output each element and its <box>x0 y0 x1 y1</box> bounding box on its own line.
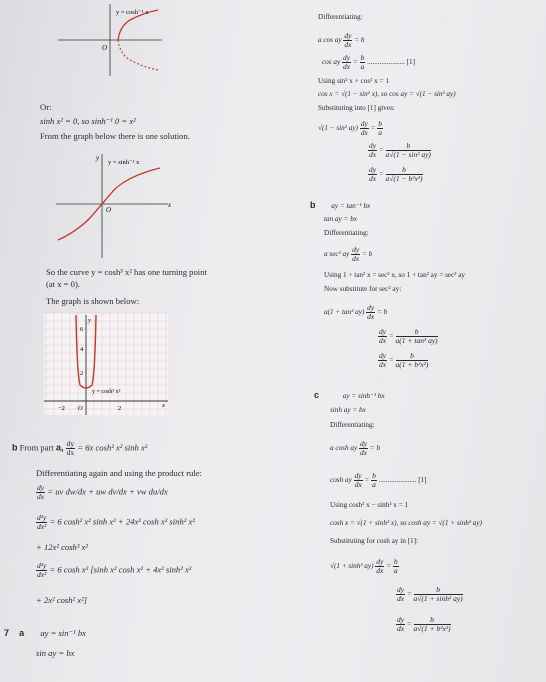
r-sinhres2: $\frac{dy}{dx}$ = $\frac{b}{\text{a√(1 + b²x²)}}$ <box>397 615 451 633</box>
part-b-label: b <box>12 442 18 453</box>
g3-ytick-2: 2 <box>80 370 84 377</box>
g3-ylabel: y <box>88 317 91 324</box>
graph-arccosh <box>58 4 168 76</box>
r-tanres1: $\frac{dy}{dx}$ = $\frac{b}{\text{a(1 + tan² ay)}}$ <box>379 327 438 345</box>
g3-xtick-m2: −2 <box>58 405 65 412</box>
q7-part-a: a <box>19 628 25 638</box>
so-curve-text: So the curve y = cosh³ x² has one turning point <box>46 267 207 277</box>
r-coshx: cosh x = √(1 + sinh² x), so cosh ay = √(1 + sinh² ay) <box>330 519 482 527</box>
ref-1: [1] <box>406 58 415 67</box>
d2y-line2: + 12x² cosh³ x² <box>36 542 88 552</box>
r-sqrt-line: √(1 − sin² ay) $\frac{dy}{dx}$ = $\frac{b}{a}$ <box>318 119 382 137</box>
r-res1: $\frac{dy}{dx}$ = $\frac{b}{\text{a√(1 − sin² ay)}}$ <box>369 141 431 159</box>
r-sinh2: sinh ay = bx <box>330 406 366 414</box>
d2y-line4: + 2x² cosh² x²] <box>36 595 87 605</box>
r-acos-line: a cos ay $\frac{dy}{dx}$ = b <box>318 31 365 49</box>
r-res2: $\frac{dy}{dx}$ = $\frac{b}{\text{a√(1 − b²x²)}}$ <box>369 165 423 183</box>
sinh-line: sinh x² = 0, so sinh⁻¹ 0 = x² <box>40 116 136 126</box>
graph2-y: y <box>96 154 100 162</box>
r-aone-line: a(1 + tan² ay) $\frac{dy}{dx}$ = b <box>324 303 388 321</box>
graph1-origin: O <box>102 44 108 52</box>
r-subst1: Substituting into [1] gives: <box>318 104 395 112</box>
d2y-line1: $\frac{\text{d²y}}{\text{dx²}}$ = 6 cosh² x² sinh x² + 24x² cosh x² sinh² x² <box>37 513 195 531</box>
g3-ytick-4: 4 <box>80 346 84 353</box>
product-rule-line: $\frac{dy}{dx}$ = uv dw/dx + uw dv/dx + vw du/dx <box>37 483 168 501</box>
r-differentiating: Differentiating: <box>318 13 363 21</box>
graph1-label: y = cosh⁻¹ x <box>116 9 149 16</box>
r-differentiating2: Differentiating: <box>324 229 369 237</box>
r-acosh-line: a cosh ay $\frac{dy}{dx}$ = b <box>330 439 381 457</box>
g3-ytick-6: 6 <box>80 326 84 333</box>
r-using1: Using sin² x + cos² x = 1 <box>318 77 389 85</box>
diff-again-text: Differentiating again and using the product rule: <box>36 468 202 478</box>
r-using-cosh: Using cosh² x − sinh² x = 1 <box>330 501 409 509</box>
from-graph-text: From the graph below there is one solution. <box>40 131 190 141</box>
d2y-line3: $\frac{\text{d²y}}{\text{dx²}}$ = 6 cosh x² [sinh x² cosh x² + 4x² sinh² x² <box>37 561 192 579</box>
r-using-tan: Using 1 + tan² x = sec² x, so 1 + tan² ay = sec² ay <box>324 271 466 279</box>
r-differentiating3: Differentiating: <box>330 421 375 429</box>
g3-origin: O <box>78 405 83 412</box>
r-asec-line: a sec² ay $\frac{dy}{dx}$ = b <box>324 245 373 263</box>
at-x-text: (at x = 0). <box>46 279 80 289</box>
r-sqrt-sinh-line: √(1 + sinh² ay) $\frac{dy}{dx}$ = $\frac{b}{a}$ <box>330 557 398 575</box>
b-dydx: $\frac{dy}{dx}$ <box>66 439 75 457</box>
r-part-b: b ay = tan⁻¹ bx <box>310 200 371 210</box>
ref-2: [1] <box>418 476 427 485</box>
b-rhs: = 6x cosh² x² sinh x² <box>77 442 148 453</box>
g3-curve-label: y = cosh³ x² <box>92 389 121 395</box>
or-text: Or: <box>40 102 52 112</box>
graph-cosh-cubed <box>44 313 168 415</box>
d2y-1: = 6 cosh² x² sinh x² + 24x² cosh x² sinh² x² <box>49 516 195 527</box>
r-tanres2: $\frac{dy}{dx}$ = $\frac{b}{\text{a(1 + b²x²)}}$ <box>379 351 429 369</box>
g3-xtick-2: 2 <box>118 405 122 412</box>
q7-line1: ay = sin⁻¹ bx <box>40 628 86 638</box>
graph2-x: x <box>168 201 172 209</box>
r-subst2: Substituting for cosh ay in [1]: <box>330 537 419 545</box>
r-sinhres1: $\frac{dy}{dx}$ = $\frac{b}{\text{a√(1 + sinh² ay)}}$ <box>397 585 463 603</box>
q7-number: 7 <box>4 628 10 638</box>
r-cos-line: cos ay $\frac{dy}{dx}$ = $\frac{b}{a}$ ..................... [1] <box>322 53 415 71</box>
b-a: a, <box>55 442 64 453</box>
q7-heading <box>4 628 86 638</box>
r-cosh-line: cosh ay $\frac{dy}{dx}$ = $\frac{b}{a}$ ..................... [1] <box>330 471 427 489</box>
graph2-label: y = sinh⁻¹ x <box>108 159 140 166</box>
g3-xlabel: x <box>162 402 165 409</box>
d2y-3: = 6 cosh x² [sinh x² cosh x² + 4x² sinh² x² <box>49 564 192 575</box>
graph-arcsinh <box>56 150 176 258</box>
r-part-c: c ay = sinh⁻¹ bx <box>314 390 385 400</box>
graph2-origin: O <box>106 206 112 214</box>
product-rule: = uv dw/dx + uw dv/dx + vw du/dx <box>47 486 168 497</box>
r-tan2: tan ay = bx <box>324 215 357 223</box>
r-now-sub: Now substitute for sec² ay: <box>324 285 402 293</box>
r-cosx: cos x = √(1 − sin² x), so cos ay = √(1 − sin² ay) <box>318 90 456 98</box>
q7-line2: sin ay = bx <box>36 648 75 658</box>
b-from: From part <box>19 442 54 453</box>
part-b <box>12 440 147 457</box>
graph-shown-text: The graph is shown below: <box>46 296 140 306</box>
